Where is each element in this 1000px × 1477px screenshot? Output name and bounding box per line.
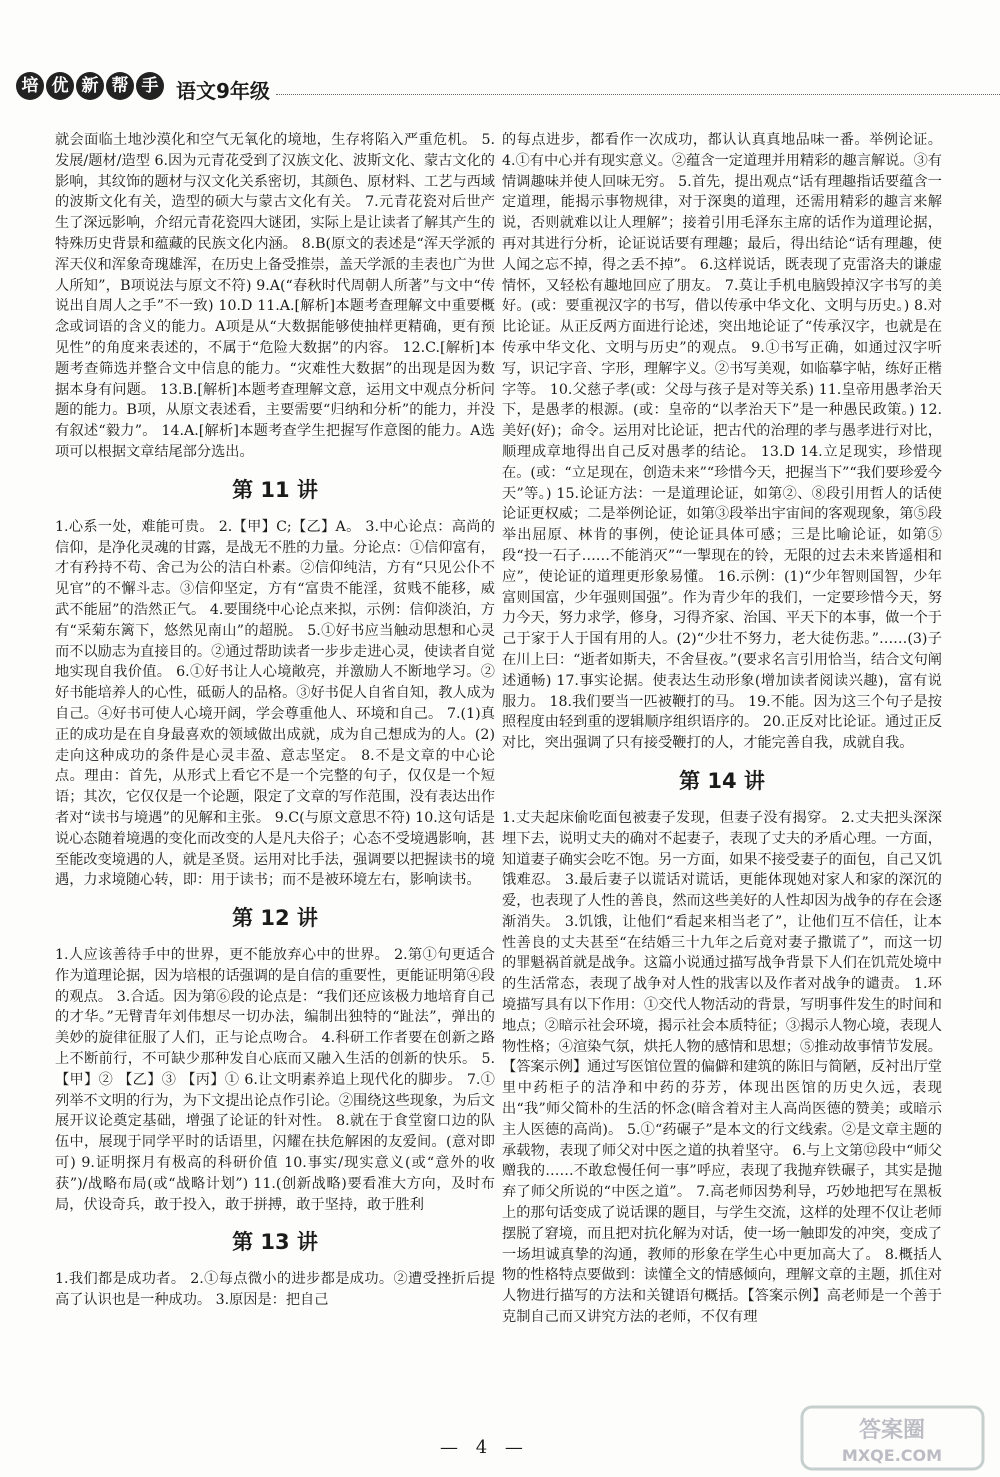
section-heading: 第 14 讲 xyxy=(679,768,765,793)
section-heading: 第 13 讲 xyxy=(232,1230,318,1255)
brand-logo xyxy=(16,72,166,100)
brand-char: 优 xyxy=(46,72,74,100)
answer-block: 就会面临土地沙漠化和空气无氧化的境地，生存将陷入严重危机。 5.发展/题材/造型 6.因为元青花受到了汉族文化、波斯文化、蒙古文化的影响，其纹饰的题材与汉文化关系密切，其颜色、原材料、工艺与西域的波斯文化有关，造型的硕大与蒙古文化有关。 7.元青花瓷对后世产生了深远影响，介绍元青花瓷四大谜团，实际上是让读者了解其产生的特殊历史背景和蕴藏的民族文化内涵。 8.B(原文的表述是“浑天学派的浑天仪和浑象奇瑰雄浑，在历史上备受推崇，盖天学派的圭表也广为世人所知”，B项说法与原文不符) 9.A(“春秋时代周朝人所著”与文中“传说出自周人之手”不一致) 10.D 11.A.[解析]本题考查理解文中重要概念或词语的含义的能力。A项是从“大数据能够使抽样更精确，更有预见性”的角度来表述的，不属于“危险大数据”的内容。 12.C.[解析]本题考查筛选并整合文中信息的能力。“灾难性大数据”的出现是因为数据本身有问题。 13.B.[解析]本题考查理解文意，运用文中观点分析问题的能力。B项，从原文表述看，主要需要“归纳和分析”的能力，并没有叙述“毅力”。 14.A.[解析]本题考查学生把握写作意图的能力。A选项可以根据文章结尾部分选出。 xyxy=(55,132,495,460)
page-header xyxy=(16,72,984,106)
answer-block: 1.丈夫起床偷吃面包被妻子发现，但妻子没有揭穿。 2.丈夫把头深深埋下去，说明丈夫的确对不起妻子，表现了丈夫的矛盾心理。一方面，知道妻子确实会吃不饱。另一方面，如果不接受妻子的面包，自己又饥饿难忍。 3.最后妻子以谎话对谎话，更能体现她对家人和家的深沉的爱，也表现了人性的善良，然而这些美好的人性却因为战争的存在会逐渐消失。 3.饥饿，让他们“看起来相当老了”，让他们互不信任，让本性善良的丈夫甚至“在结婚三十九年之后竟对妻子撒谎了”，而这一切的罪魁祸首就是战争。这篇小说通过描写战争背景下人们在饥荒处境中的生活常态，表现了战争对人性的戕害以及作者对战争的谴责。 1.环境描写具有以下作用：①交代人物活动的背景，写明事件发生的时间和地点；②暗示社会环境，揭示社会本质特征；③揭示人物心境，表现人物性格；④渲染气氛，烘托人物的感情和思想；⑤推动故事情节发展。【答案示例】通过写医馆位置的偏僻和建筑的陈旧与简陋，反衬出厅堂里中药柜子的洁净和中药的芬芳，体现出医馆的历史久远，表现出“我”师父简朴的生活的怀念(暗含着对主人高尚医德的赞美；或暗示主人医德的高尚)。 5.①“药碾子”是本文的行文线索。②是文章主题的承载物，表现了师父对中医之道的执着坚守。 6.与上文第⑫段中“师父赠我的……不敢怠慢任何一事”呼应，表现了我抛弃铁碾子，其实是抛弃了师父所说的“中医之道”。 7.高老师因势利导，巧妙地把写在黑板上的那句话变成了说话课的题目，与学生交流，这样的处理不仅让老师摆脱了窘境，而且把对抗化解为对话，使一场一触即发的冲突，变成了一场坦诚真挚的沟通，教师的形象在学生心中更加高大了。 8.概括人物的性格特点要做到：读懂全文的情感倾向，理解文章的主题，抓住对人物进行描写的方法和关键语句概括。【答案示例】高老师是一个善于克制自己而又讲究方法的老师，不仅有理 xyxy=(502,809,942,1326)
brand-char: 新 xyxy=(76,72,104,100)
section-heading: 第 11 讲 xyxy=(232,477,318,502)
brand-char: 手 xyxy=(136,72,164,100)
header-divider xyxy=(276,94,1000,95)
watermark-logo xyxy=(800,1405,985,1471)
brand-char: 培 xyxy=(16,72,44,100)
right-column xyxy=(502,130,942,1328)
svg-text:答案圈: 答案圈 xyxy=(858,1418,926,1443)
answer-block: 1.人应该善待手中的世界，更不能放弃心中的世界。 2.第①句更适合作为道理论据，因为培根的话强调的是自信的重要性，更能证明第④段的观点。 3.合适。因为第⑥段的论点是：“我们还应该极力地培育自己的才华。”无臂青年刘伟想尽一切办法，编制出独特的“趾法”，弹出的美妙的旋律征服了人们，正与论点吻合。 4.科研工作者要在创新之路上不断前行，不可缺少那种发自心底而又融入生活的创新的快乐。 5.【甲】② 【乙】③ 【丙】① 6.让文明素养追上现代化的脚步。 7.①列举不文明的行为，为下文提出论点作引论。②围绕这些现象，为后文展开议论奠定基础，增强了论证的针对性。 8.就在于食堂窗口边的队伍中，展现于同学平时的话语里，闪耀在扶危解困的友爱间。(意对即可) 9.证明探月有极高的科研价值 10.事实/现实意义(或“意外的收获”)/战略布局(或“战略计划”) 11.(创新战略)要看准大方向，及时布局，伏设奇兵，敢于投入，敢于拼搏，敢于坚持，敢于胜利 xyxy=(55,947,495,1213)
page-number: — 4 — xyxy=(440,1437,529,1458)
svg-text:MXQE.COM: MXQE.COM xyxy=(841,1446,943,1465)
grade-label: 语文9年级 xyxy=(176,79,270,103)
answer-block: 的每点进步，都看作一次成功，都认认真真地品味一番。举例论证。 4.①有中心并有现实意义。②蕴含一定道理并用精彩的趣言解说。③有情调趣味并使人回味无穷。 5.首先，提出观点“话有理趣指话要蕴含一定道理，能揭示事物规律，对于深奥的道理，还需用精彩的趣言来解说，否则就难以让人理解”；接着引用毛泽东主席的话作为道理论据，再对其进行分析，论证说话要有理趣；最后，得出结论“话有理趣，使人闻之忘不掉，得之丢不掉”。 6.这样说话，既表现了克雷洛夫的谦虚情怀，又轻松有趣地回应了朋友。 7.莫让手机电脑毁掉汉字书写的美好。(或：要重视汉字的书写，借以传承中华文化、文明与历史。) 8.对比论证。从正反两方面进行论述，突出地论证了“传承汉字，也就是在传承中华文化、文明与历史”的观点。 9.①书写正确，如通过汉字听写，识记字音、字形，理解字义。②书写美观，如临摹字帖，练好正楷字等。 10.父慈子孝(或：父母与孩子是对等关系) 11.皇帝用愚孝治天下，是愚孝的根源。(或：皇帝的“以孝治天下”是一种愚民政策。) 12.美好(好)；命令。运用对比论证，把古代的治理的孝与愚孝进行对比，顺理成章地得出自己反对愚孝的结论。 13.D 14.立足现实，珍惜现在。(或：“立足现在，创造未来”“珍惜今天，把握当下”“我们要珍爱今天”等。) 15.论证方法：一是道理论证，如第②、⑧段引用哲人的话使论证更权威；二是举例论证，如第③段举出宇宙间的客观现象，第⑤段举出屈原、林肯的事例，使论证具体可感；三是比喻论证，如第⑤段“投一石子……不能消灭”“一掣现在的铃，无限的过去未来皆遥相和应”，使论证的道理更形象易懂。 16.示例：(1)“少年智则国智，少年富则国富，少年强则国强”。作为青少年的我们，一定要珍惜今天，努力今天，努力求学，修身，习得齐家、治国、平天下的本事，做一个于己于家于人于国有用的人。(2)“少壮不努力，老大徒伤悲。”……(3)子在川上曰：“逝者如斯夫，不舍昼夜。”(要求名言引用恰当，结合文句阐述通畅) 17.事实论据。使表达生动形象(增加读者阅读兴趣)，富有说服力。 18.我们要当一匹被鞭打的马。 19.不能。因为这三个句子是按照程度由轻到重的逻辑顺序组织语序的。 20.正反对比论证。通过正反对比，突出强调了只有接受鞭打的人，才能完善自我，成就自我。 xyxy=(502,132,942,752)
answer-block: 1.我们都是成功者。 2.①每点微小的进步都是成功。②遭受挫折后提高了认识也是一种成功。 3.原因是：把自己 xyxy=(55,1271,495,1309)
answer-block: 1.心系一处，难能可贵。 2.【甲】C;【乙】A。 3.中心论点：高尚的信仰，是净化灵魂的甘露，是战无不胜的力量。分论点：①信仰富有，才有矜持不苟、舍己为公的洁白朴素。②信仰纯洁，方有“只见公仆不见官”的不懈斗志。③信仰坚定，方有“富贵不能淫，贫贱不能移，威武不能屈”的浩然正气。 4.要围绕中心论点来拟，示例：信仰淡泊，方有“采菊东篱下，悠然见南山”的超脱。 5.①好书应当触动思想和心灵而不以励志为直接目的。②通过帮助读者一步步走进心灵，使读者自觉地实现自我价值。 6.①好书让人心境敞亮，并激励人不断地学习。②好书能培养人的心性，砥砺人的品格。③好书促人自省自知，教人成为自己。④好书可使人心境开阔，学会尊重他人、环境和自己。 7.(1)真正的成功是在自身最喜欢的领域做出成就，成为自己想成为的人。(2)走向这种成功的条件是心灵丰盈、意志坚定。 8.不是文章的中心论点。理由：首先，从形式上看它不是一个完整的句子，仅仅是一个短语；其次，它仅仅是一个论题，限定了文章的写作范围，没有表达出作者对“读书与境遇”的见解和主张。 9.C(与原文意思不符) 10.这句话是说心态随着境遇的变化而改变的人是凡夫俗子；心态不受境遇影响，甚至能改变境遇的人，就是圣贤。运用对比手法，强调要以把握读书的境遇，力求境随心转，即：用于读书；而不是被环境左右，影响读书。 xyxy=(55,518,495,889)
section-heading: 第 12 讲 xyxy=(232,906,318,931)
brand-char: 帮 xyxy=(106,72,134,100)
left-column xyxy=(55,130,495,1311)
